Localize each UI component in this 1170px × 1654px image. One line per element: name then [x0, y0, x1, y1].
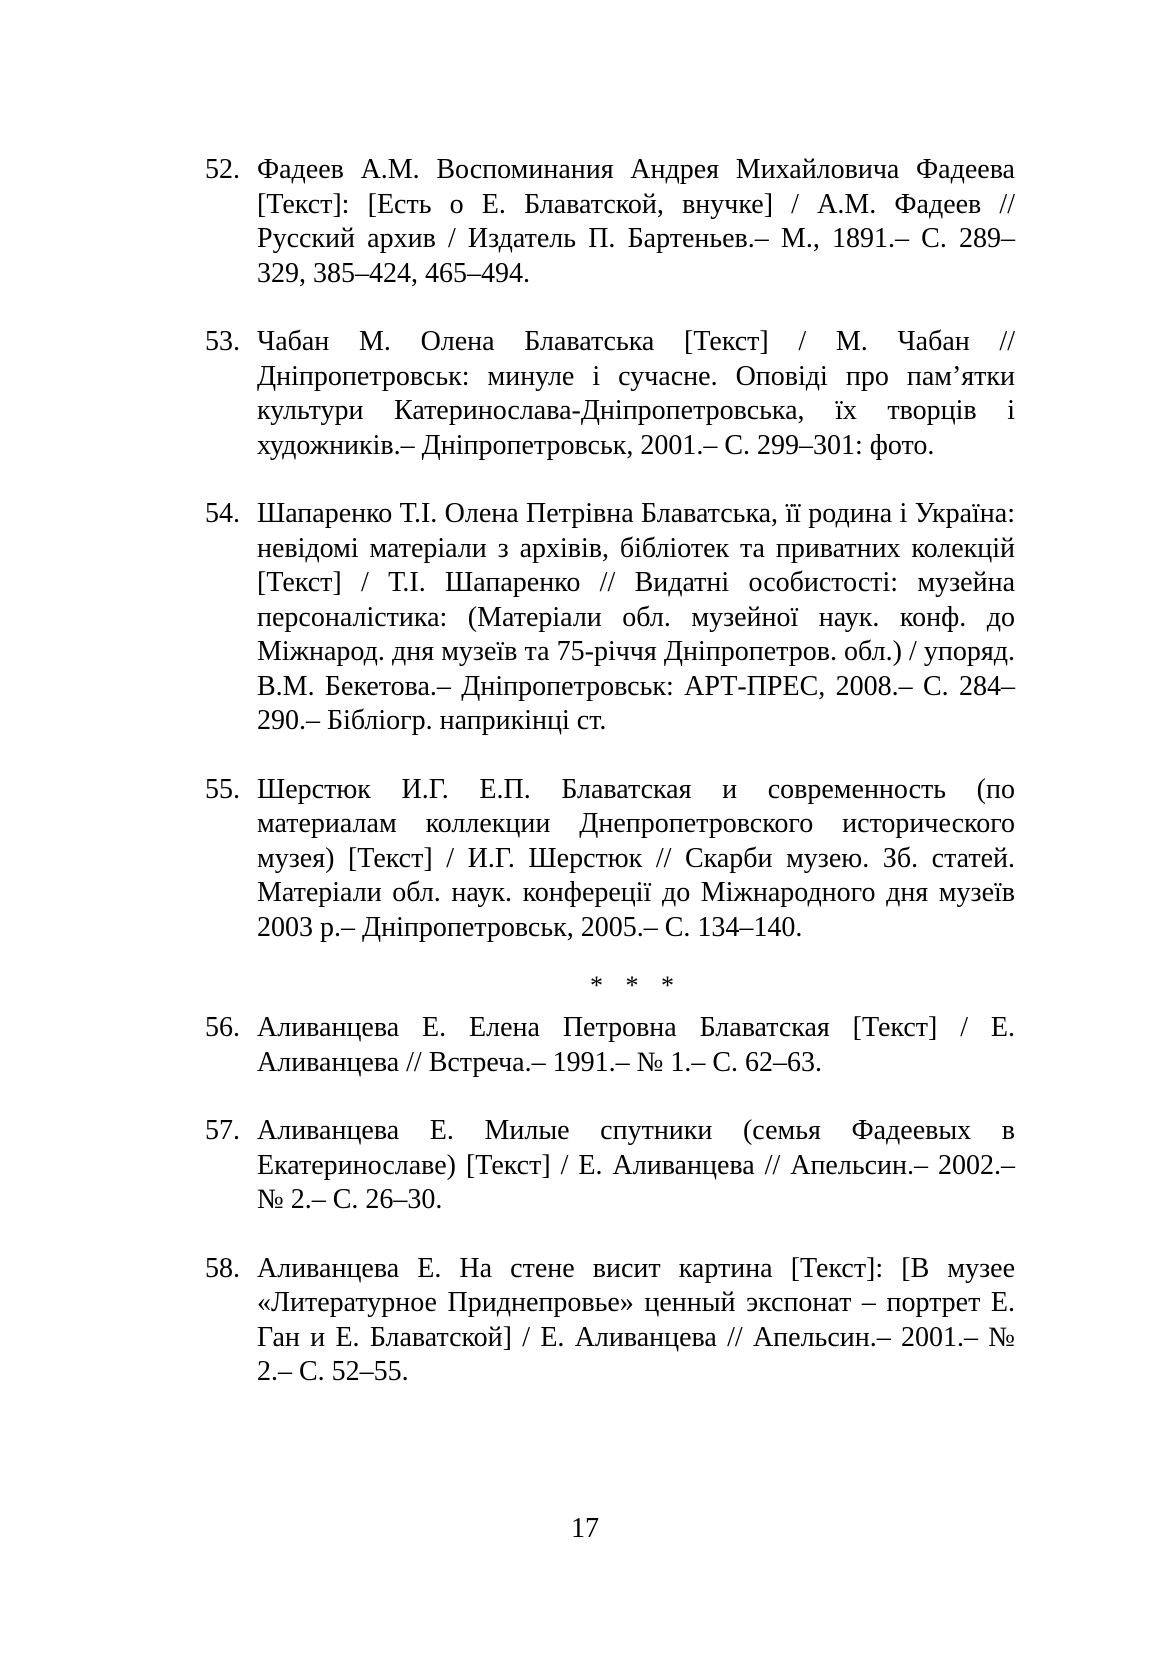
entry-text: Шапаренко Т.І. Олена Петрівна Блаватська, її родина і Україна: невідомі матеріали з архівів, бібліотек та приватних колекцій [Текст] / Т.І. Шапаренко // Видатні особистості: музейна персоналістика: (Матеріали обл. музейної наук. конф. до Міжнарод. дня музеїв та 75-річчя Дніпропетров. обл.) / упоряд. В.М. Бекетова.– Дніпропетровськ: АРТ-ПРЕС, 2008.– С. 284–290.– Бібліогр. наприкінці ст. [257, 498, 1015, 736]
entry-text: Чабан М. Олена Блаватська [Текст] / М. Чабан // Дніпропетровськ: минуле і сучасне. Оповіді про пам’ятки культури Катеринослава-Дніпропетровська, їх творців і художників.– Дніпропетровськ, 2001.– С. 299–301: фото. [257, 326, 1015, 461]
entry-text: Фадеев А.М. Воспоминания Андрея Михайловича Фадеева [Текст]: [Есть о Е. Блаватской, внучке] / А.М. Фадеев // Русский архив / Издатель П. Бартеньев.– М., 1891.– С. 289–329, 385–424, 465–494. [257, 154, 1015, 289]
entry-number: 55. [205, 773, 240, 805]
entry-number: 58. [205, 1252, 240, 1284]
entry-text: Аливанцева Е. Елена Петровна Блаватская [Текст] / Е. Аливанцева // Встреча.– 1991.– № 1.– С. 62–63. [257, 1012, 1015, 1078]
section-divider: * * * [590, 971, 682, 1000]
bibliography-entry-57 [205, 1114, 1015, 1218]
bibliography-entry-58 [205, 1252, 1015, 1390]
bibliography-entry-53 [205, 325, 1015, 463]
entry-text: Аливанцева Е. На стене висит картина [Текст]: [В музее «Литературное Приднепровье» ценный экспонат – портрет Е. Ган и Е. Блаватской] / Е. Аливанцева // Апельсин.– 2001.– № 2.– С. 52–55. [257, 1252, 1015, 1387]
bibliography-entry-54 [205, 497, 1015, 739]
bibliography-entry-52 [205, 153, 1015, 291]
entry-text: Аливанцева Е. Милые спутники (семья Фадеевых в Екатеринославе) [Текст] / Е. Аливанцева // Апельсин.– 2002.– № 2.– С. 26–30. [257, 1115, 1015, 1215]
bibliography-list [205, 153, 1015, 1424]
entry-number: 54. [205, 498, 240, 529]
bibliography-entry-56 [205, 1011, 1015, 1080]
entry-text: Шерстюк И.Г. Е.П. Блаватская и современность (по материалам коллекции Днепропетровского исторического музея) [Текст] / И.Г. Шерстюк // Скарби музею. Зб. статей. Матеріали обл. наук. конфереції до Міжнародного дня музеїв 2003 р.– Дніпропетровськ, 2005.– С. 134–140. [257, 773, 1015, 943]
bibliography-entry-55 [205, 773, 1015, 946]
page-number: 17 [571, 1513, 599, 1544]
entry-number: 52. [205, 154, 240, 185]
entry-number: 53. [205, 326, 240, 357]
entry-number: 57. [205, 1115, 240, 1146]
entry-number: 56. [205, 1012, 240, 1043]
